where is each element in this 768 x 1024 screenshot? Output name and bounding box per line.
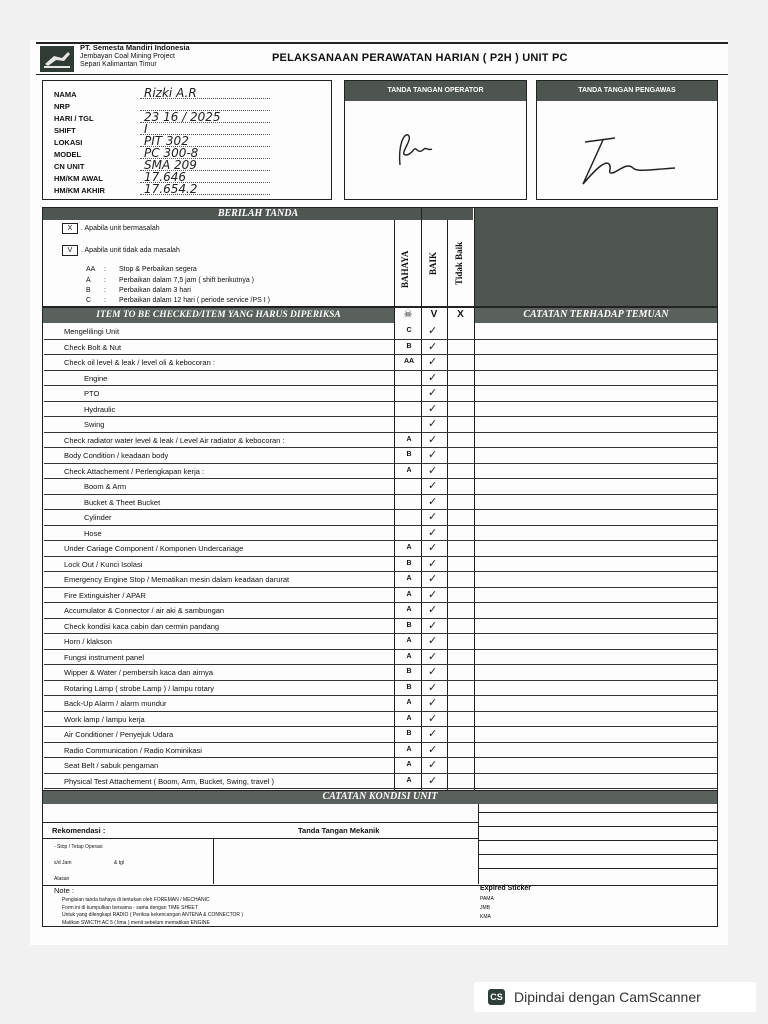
item-danger-category: A [406, 544, 412, 551]
table-row [44, 696, 718, 712]
item-label: Check Bolt & Nut [64, 342, 122, 352]
item-label: Work lamp / lampu kerja [64, 714, 145, 724]
item-check-mark[interactable]: ✓ [428, 417, 438, 430]
mechanic-signature-label: Tanda Tangan Mekanik [298, 826, 380, 835]
table-row [44, 603, 718, 619]
item-danger-category: A [406, 575, 412, 582]
top-rule [36, 42, 728, 44]
page-title: PELAKSANAAN PERAWATAN HARIAN ( P2H ) UNIT PC [272, 52, 568, 64]
table-row [44, 417, 718, 433]
item-danger-category: C [406, 327, 412, 334]
info-label-6: CN UNIT [54, 162, 85, 171]
table-row [44, 727, 718, 743]
item-check-mark[interactable]: ✓ [428, 665, 438, 678]
note-line: Untuk yang dilengkapi RADIO ( Periksa kekencangan ANTENA & CONNECTOR ) [62, 912, 244, 918]
item-label: Back-Up Alarm / alarm mundur [64, 699, 167, 708]
item-check-mark[interactable]: ✓ [428, 773, 438, 787]
company-info [80, 44, 190, 69]
note-line: Matikan SWICTH AC 5 ( lima ) menit sebelum mematikan ENGINE [62, 919, 210, 926]
condition-header: CATATAN KONDISI UNIT [43, 790, 717, 804]
item-label: Horn / klakson [64, 637, 112, 646]
item-label: Air Conditioner / Penyejuk Udara [64, 730, 174, 739]
operator-signature-header: TANDA TANGAN OPERATOR [345, 81, 526, 101]
tidak-baik-label: Tidak Baik [454, 241, 464, 285]
item-check-mark[interactable]: ✓ [428, 572, 438, 585]
legend-code-text-1: Perbaikan dalam 7,5 jam ( shift berikutnya ) [119, 277, 255, 284]
item-danger-category: AA [403, 358, 415, 365]
condition-line-2 [478, 826, 718, 827]
item-label: Cylinder [84, 513, 112, 522]
item-check-mark[interactable]: ✓ [428, 696, 438, 709]
info-value-8[interactable]: 17.654.2 [144, 182, 198, 196]
item-danger-category: A [406, 776, 412, 784]
item-check-mark[interactable]: ✓ [428, 618, 438, 632]
reko-line [43, 838, 478, 839]
supervisor-signature-icon [575, 130, 685, 190]
legend-colon-1: : [104, 277, 106, 284]
company-logo [40, 46, 74, 72]
legend-colon-3: : [104, 297, 106, 304]
item-danger-category: A [406, 699, 412, 706]
expired-pama: PAMA [480, 896, 494, 902]
legend-v-text: . Apabila unit tidak ada masalah [81, 247, 180, 254]
skull-icon: ☠ [403, 309, 413, 320]
info-label-3: SHIFT [54, 126, 76, 135]
item-check-mark[interactable]: ✓ [428, 494, 438, 508]
legend-x [62, 223, 160, 234]
table-row [44, 712, 718, 728]
table-row [44, 634, 718, 650]
info-label-1: NRP [54, 102, 70, 111]
item-check-mark[interactable]: ✓ [428, 649, 438, 663]
item-check-mark[interactable]: ✓ [428, 634, 438, 647]
item-label: Fire Extinguisher / APAR [64, 590, 146, 600]
legend-colon-2: : [104, 287, 106, 294]
table-row [44, 681, 718, 697]
camscanner-icon: CS [488, 989, 505, 1005]
table-row [44, 402, 718, 418]
table-row [44, 495, 718, 511]
bahaya-label: BAHAYA [400, 250, 410, 288]
item-danger-category: B [406, 683, 412, 691]
info-value-7[interactable]: 17.646 [144, 170, 186, 184]
item-check-mark[interactable]: ✓ [428, 370, 438, 384]
company-name: PT. Semesta Mandiri Indonesia [80, 43, 190, 52]
legend-code-3: C [86, 297, 92, 304]
item-danger-category: B [406, 559, 412, 567]
item-danger-category: B [406, 342, 412, 350]
legend-code-1: A [86, 277, 91, 284]
table-row [44, 588, 718, 604]
legend-dark-panel [475, 208, 717, 306]
reko-divider [213, 838, 214, 884]
item-label: Emergency Engine Stop / Mematikan mesin dalam keadaan darurat [64, 575, 290, 584]
legend-code-text-2: Perbaikan dalam 3 hari [119, 287, 191, 294]
table-row [44, 743, 718, 759]
expired-jmb: JMB [480, 905, 490, 911]
item-danger-category: B [406, 621, 412, 629]
item-danger-category: A [406, 745, 412, 753]
item-danger-category: A [406, 652, 412, 660]
condition-line-5 [478, 868, 718, 869]
condition-line-1 [478, 812, 718, 813]
legend-code-text-0: Stop & Perbaikan segera [119, 266, 197, 273]
item-label: Accumulator & Connector / air aki & sambungan [64, 606, 225, 615]
item-check-mark[interactable]: ✓ [428, 448, 438, 461]
item-danger-category: B [406, 730, 412, 737]
condition-line-4 [478, 854, 718, 855]
legend-code-text-3: Perbaikan dalam 12 hari ( periode service /PS I ) [119, 297, 270, 304]
info-label-2: HARI / TGL [54, 114, 94, 123]
camscanner-text: Dipindai dengan CamScanner [514, 989, 701, 1005]
table-row [44, 324, 718, 340]
note-line: Pengisian tanda bahaya di tentukan oleh FOREMAN / MECHANIC [62, 897, 210, 903]
item-label: Physical Test Attachement ( Boom, Arm, Bucket, Swing, travel ) [64, 776, 274, 786]
item-check-mark[interactable]: ✓ [428, 432, 438, 446]
table-row [44, 510, 718, 526]
reko-jam: s/d Jam [54, 860, 72, 866]
excavator-logo-icon [40, 46, 74, 72]
item-label: Bucket & Theet Bucket [84, 497, 161, 507]
company-project: Jembayan Coal Mining Project [80, 53, 175, 60]
note-label: Note : [54, 886, 75, 895]
item-check-mark[interactable]: ✓ [428, 401, 438, 415]
berilah-tanda-header: BERILAH TANDA [43, 208, 473, 220]
table-row [44, 572, 718, 588]
item-label: Under Cariage Component / Komponen Undercariage [64, 544, 244, 553]
table-row [44, 479, 718, 495]
item-danger-category: A [406, 466, 412, 474]
item-check-mark[interactable]: ✓ [428, 324, 438, 337]
item-danger-category: A [406, 435, 412, 443]
info-label-0: NAMA [54, 90, 77, 99]
item-label: Mengelilingi Unit [64, 327, 120, 336]
info-value-2[interactable]: 23 16 / 2025 [144, 110, 221, 124]
reko-stop-option: - Stop / Tetap Operasi [54, 844, 103, 850]
item-check-mark[interactable]: ✓ [428, 355, 438, 368]
item-check-mark[interactable]: ✓ [428, 680, 438, 694]
item-check-mark[interactable]: ✓ [428, 386, 438, 399]
item-label: Boom & Arm [84, 482, 127, 491]
table-row [44, 541, 718, 557]
item-danger-category: A [406, 590, 412, 598]
item-label: Hydraulic [84, 404, 116, 414]
item-label: Radio Communication / Radio Kominikasi [64, 745, 202, 755]
operator-signature-icon [390, 125, 450, 170]
item-check-mark[interactable]: ✓ [428, 758, 438, 771]
item-check-mark[interactable]: ✓ [428, 556, 438, 570]
item-label: Hose [84, 528, 102, 538]
legend-v-mark: V [62, 245, 78, 256]
item-label: Swing [84, 420, 105, 429]
legend-code-0: AA [86, 266, 96, 273]
x-column-header: X [457, 309, 464, 320]
table-row [44, 650, 718, 666]
reko-tgl: & tgl [114, 860, 125, 866]
item-label: Check Attachement / Perlengkapan kerja : [64, 466, 205, 476]
item-label: Wipper & Water / pembersih kaca dan airnya [64, 668, 213, 677]
info-label-5: MODEL [54, 150, 82, 159]
item-label: Check kondisi kaca cabin dan cermin pandang [64, 621, 220, 631]
item-check-mark[interactable]: ✓ [428, 603, 438, 616]
table-row [44, 371, 718, 387]
item-label: Fungsi instrument panel [64, 652, 145, 662]
info-label-4: LOKASI [54, 138, 83, 147]
item-label: Rotaring Lamp ( strobe Lamp ) / lampu rotary [64, 683, 215, 693]
item-label: Lock Out / Kunci Isolasi [64, 559, 143, 569]
legend-code-2: B [86, 287, 91, 294]
table-row [44, 355, 718, 371]
item-danger-category: B [406, 451, 412, 458]
legend-x-text: . Apabila unit bermasalah [81, 225, 160, 232]
item-check-mark[interactable]: ✓ [428, 525, 438, 539]
table-row [44, 758, 718, 774]
header-rule [36, 74, 728, 75]
table-row [44, 386, 718, 402]
item-header: ITEM TO BE CHECKED/ITEM YANG HARUS DIPERIKSA [43, 307, 394, 323]
item-check-mark[interactable]: ✓ [428, 727, 438, 740]
reko-top-line [43, 822, 478, 823]
item-danger-category: A [406, 761, 412, 768]
table-row [44, 557, 718, 573]
item-danger-category: A [406, 637, 412, 644]
item-check-mark[interactable]: ✓ [428, 479, 438, 492]
table-row [44, 774, 718, 790]
item-check-mark[interactable]: ✓ [428, 541, 438, 554]
info-value-0[interactable]: Rizki A.R [144, 86, 197, 100]
item-check-mark[interactable]: ✓ [428, 463, 438, 477]
item-check-mark[interactable]: ✓ [428, 587, 438, 601]
item-danger-category: A [406, 606, 412, 613]
table-row [44, 619, 718, 635]
item-label: Check radiator water level & leak / Level Air radiator & kebocoran : [64, 435, 285, 445]
reko-alasan: Alasan [54, 876, 70, 882]
baik-label: BAIK [428, 251, 438, 275]
v-column-header: V [430, 309, 438, 320]
legend-v [62, 245, 180, 256]
item-check-mark[interactable]: ✓ [428, 339, 438, 353]
info-label-7: HM/KM AWAL [54, 174, 103, 183]
expired-kma: KMA [480, 914, 491, 920]
item-label: Seat Belt / sabuk pengaman [64, 761, 159, 770]
table-row [44, 665, 718, 681]
table-row [44, 340, 718, 356]
info-value-3[interactable]: I [144, 122, 148, 136]
item-label: Engine [84, 373, 108, 383]
condition-divider [478, 804, 479, 884]
legend-x-mark: X [62, 223, 78, 234]
info-value-4[interactable]: PIT 302 [144, 134, 189, 148]
item-check-mark[interactable]: ✓ [428, 711, 438, 725]
company-location: Separi Kalimantan Timur [80, 61, 157, 68]
camscanner-badge [474, 982, 756, 1012]
condition-line-3 [478, 840, 718, 841]
item-check-mark[interactable]: ✓ [428, 510, 438, 523]
legend-colon-0: : [104, 266, 106, 273]
item-check-mark[interactable]: ✓ [428, 742, 438, 756]
expired-sticker-label: Expired Sticker [480, 885, 531, 892]
item-label: Check oil level & leak / level oli & kebocoran : [64, 358, 215, 367]
item-danger-category: B [406, 668, 412, 675]
catatan-header: CATATAN TERHADAP TEMUAN [475, 307, 717, 323]
item-label: PTO [84, 389, 100, 398]
table-row [44, 433, 718, 449]
info-value-6[interactable]: SMA 209 [144, 158, 197, 172]
info-label-8: HM/KM AKHIR [54, 186, 105, 195]
info-value-5[interactable]: PC 300-8 [144, 146, 199, 160]
supervisor-signature-header: TANDA TANGAN PENGAWAS [537, 81, 717, 101]
note-box [42, 885, 718, 927]
table-row [44, 448, 718, 464]
note-line: Form ini di kumpulkan bersama - sama dengan TIME SHEET [62, 904, 198, 911]
rekomendasi-label: Rekomendasi : [52, 826, 106, 835]
table-row [44, 526, 718, 542]
item-label: Body Condition / keadaan body [64, 451, 169, 460]
item-danger-category: A [406, 714, 412, 722]
table-row [44, 464, 718, 480]
